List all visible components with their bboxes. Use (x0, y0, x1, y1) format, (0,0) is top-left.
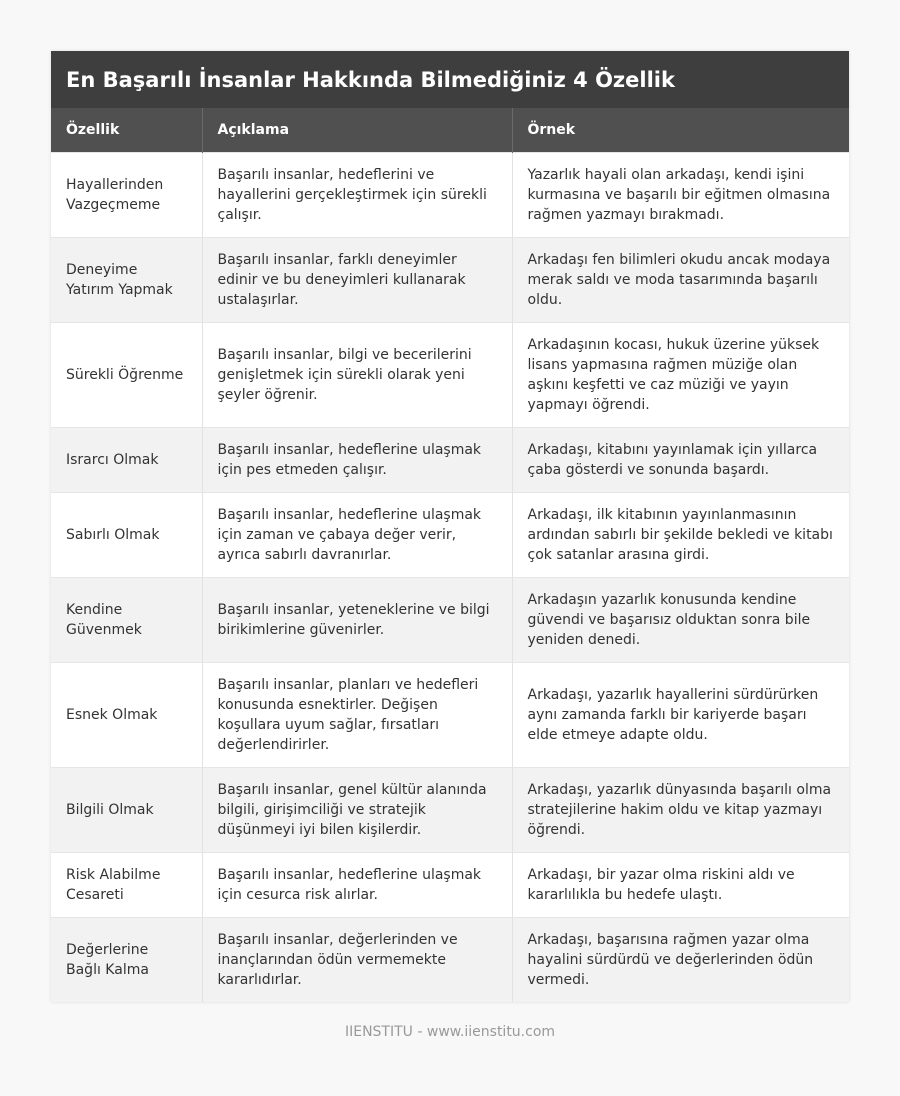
cell-ornek: Arkadaşı, kitabını yayınlamak için yıllarca çaba gösterdi ve sonunda başardı. (512, 427, 849, 492)
cell-aciklama: Başarılı insanlar, hedeflerine ulaşmak için pes etmeden çalışır. (202, 427, 512, 492)
cell-ornek: Yazarlık hayali olan arkadaşı, kendi işini kurmasına ve başarılı bir eğitmen olmasına rağmen yazmayı bırakmadı. (512, 152, 849, 237)
table-row (51, 492, 849, 577)
cell-ozellik: Değerlerine Bağlı Kalma (51, 917, 202, 1002)
footer-credit: IIENSTITU - www.iienstitu.com (344, 1024, 556, 1040)
cell-ornek: Arkadaşın yazarlık konusunda kendine güvendi ve başarısız olduktan sonra bile yeniden denedi. (512, 577, 849, 662)
cell-ornek: Arkadaşı fen bilimleri okudu ancak modaya merak saldı ve moda tasarımında başarılı oldu. (512, 237, 849, 322)
cell-ozellik: Esnek Olmak (51, 662, 202, 767)
cell-aciklama: Başarılı insanlar, hedeflerine ulaşmak için zaman ve çabaya değer verir, ayrıca sabırlı davranırlar. (202, 492, 512, 577)
table-row (51, 577, 849, 662)
cell-ozellik: Bilgili Olmak (51, 767, 202, 852)
page-title: En Başarılı İnsanlar Hakkında Bilmediğiniz 4 Özellik (51, 51, 849, 108)
cell-aciklama: Başarılı insanlar, planları ve hedefleri konusunda esnektirler. Değişen koşullara uyum sağlar, fırsatları değerlendirirler. (202, 662, 512, 767)
table-row (51, 427, 849, 492)
cell-ozellik: Hayallerinden Vazgeçmeme (51, 152, 202, 237)
table-row (51, 662, 849, 767)
cell-aciklama: Başarılı insanlar, genel kültür alanında bilgili, girişimciliği ve stratejik düşünmeyi iyi bilen kişilerdir. (202, 767, 512, 852)
cell-ozellik: Risk Alabilme Cesareti (51, 852, 202, 917)
cell-ornek: Arkadaşının kocası, hukuk üzerine yüksek lisans yapmasına rağmen müziğe olan aşkını keşfetti ve caz müziği ve yayın yapmayı öğrendi. (512, 322, 849, 427)
cell-ornek: Arkadaşı, yazarlık dünyasında başarılı olma stratejilerine hakim oldu ve kitap yazmayı öğrendi. (512, 767, 849, 852)
table-row (51, 767, 849, 852)
cell-aciklama: Başarılı insanlar, farklı deneyimler edinir ve bu deneyimleri kullanarak ustalaşırlar. (202, 237, 512, 322)
table-header-row (51, 108, 849, 152)
cell-aciklama: Başarılı insanlar, yeteneklerine ve bilgi birikimlerine güvenirler. (202, 577, 512, 662)
table-row (51, 917, 849, 1002)
table-row (51, 852, 849, 917)
cell-ornek: Arkadaşı, başarısına rağmen yazar olma hayalini sürdürdü ve değerlerinden ödün vermedi. (512, 917, 849, 1002)
cell-aciklama: Başarılı insanlar, hedeflerine ulaşmak için cesurca risk alırlar. (202, 852, 512, 917)
cell-ornek: Arkadaşı, yazarlık hayallerini sürdürürken aynı zamanda farklı bir kariyerde başarı elde etmeye adapte oldu. (512, 662, 849, 767)
table-row (51, 152, 849, 237)
table-row (51, 237, 849, 322)
cell-ozellik: Israrcı Olmak (51, 427, 202, 492)
column-header-aciklama: Açıklama (202, 108, 512, 152)
cell-ornek: Arkadaşı, ilk kitabının yayınlanmasının ardından sabırlı bir şekilde bekledi ve kitabı çok satanlar arasına girdi. (512, 492, 849, 577)
table-row (51, 322, 849, 427)
cell-ornek: Arkadaşı, bir yazar olma riskini aldı ve kararlılıkla bu hedefe ulaştı. (512, 852, 849, 917)
features-table (51, 108, 849, 1002)
cell-aciklama: Başarılı insanlar, hedeflerini ve hayallerini gerçekleştirmek için sürekli çalışır. (202, 152, 512, 237)
cell-aciklama: Başarılı insanlar, değerlerinden ve inançlarından ödün vermemekte kararlıdırlar. (202, 917, 512, 1002)
cell-ozellik: Sürekli Öğrenme (51, 322, 202, 427)
column-header-ozellik: Özellik (51, 108, 202, 152)
table-card (51, 51, 849, 1002)
column-header-ornek: Örnek (512, 108, 849, 152)
cell-ozellik: Kendine Güvenmek (51, 577, 202, 662)
cell-ozellik: Sabırlı Olmak (51, 492, 202, 577)
cell-ozellik: Deneyime Yatırım Yapmak (51, 237, 202, 322)
cell-aciklama: Başarılı insanlar, bilgi ve becerilerini genişletmek için sürekli olarak yeni şeyler öğrenir. (202, 322, 512, 427)
